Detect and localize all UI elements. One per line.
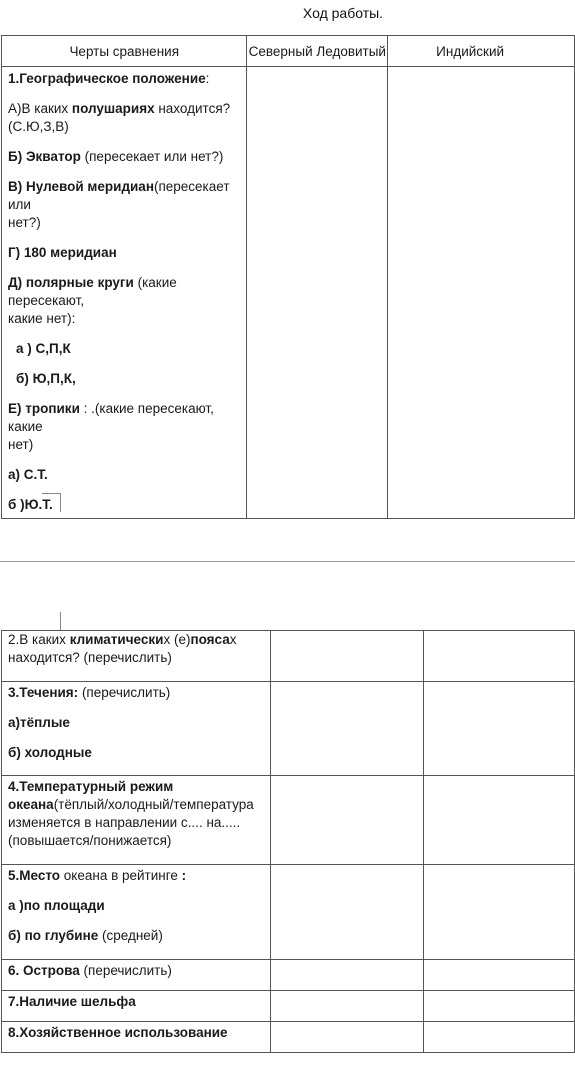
feature-cell: [2, 865, 271, 960]
q-e-b: б )Ю.Т.: [8, 497, 53, 512]
r5-bold: 5.Место: [8, 868, 61, 883]
header-indian: Индийский: [388, 36, 575, 67]
table-row: [2, 631, 575, 682]
r6-bold: 6. Острова: [8, 963, 80, 978]
q-e-a: а) С.Т.: [8, 467, 48, 482]
comparison-table-top: [1, 35, 575, 519]
table-row: [2, 991, 575, 1022]
q-d-line2: какие нет):: [8, 311, 76, 326]
r4-rest: (тёплый/холодный/температура: [53, 797, 254, 812]
feature-cell: [2, 682, 271, 776]
indian-answer-cell[interactable]: [388, 67, 575, 519]
table-row: [2, 776, 575, 865]
table-row: [2, 865, 575, 960]
indian-answer-cell[interactable]: [423, 865, 574, 960]
r2-bold1: климатически: [69, 632, 164, 647]
q-b-bold: Б) Экватор: [8, 149, 81, 164]
table-row: [2, 67, 575, 519]
r5-b-rest: (средней): [98, 928, 163, 943]
comparison-table-bottom: [1, 630, 575, 1053]
r5-b-bold: б) по глубине: [8, 928, 99, 943]
indian-answer-cell[interactable]: [423, 776, 574, 865]
feature-cell: [2, 960, 271, 991]
q-d-b: б) Ю,П,К,: [16, 371, 76, 386]
r3-a: а)тёплые: [8, 715, 70, 730]
indian-answer-cell[interactable]: [423, 682, 574, 776]
arctic-answer-cell[interactable]: [270, 1022, 423, 1053]
q-a-bold: полушариях: [71, 101, 155, 116]
r4-line4: (повышается/понижается): [8, 833, 172, 848]
page-corner-mark: [42, 493, 61, 512]
q-d-rest: (какие пересекают,: [8, 275, 177, 308]
r3-rest: (перечислить): [78, 685, 171, 700]
r2-end: х: [229, 632, 237, 647]
arctic-answer-cell[interactable]: [270, 682, 423, 776]
q-g-bold: Г) 180 меридиан: [8, 245, 117, 260]
feature-cell: [2, 991, 271, 1022]
indian-answer-cell[interactable]: [423, 1022, 574, 1053]
q-a-line2: (С.Ю,З,В): [8, 119, 69, 134]
q-b-rest: (пересекает или нет?): [80, 149, 224, 164]
page-corner-mark-2: [60, 612, 61, 630]
indian-answer-cell[interactable]: [423, 631, 574, 682]
q-d-bold: Д) полярные круги: [8, 275, 134, 290]
q-e-rest: : .(какие пересекают, какие: [8, 401, 214, 434]
q-e-line2: нет): [8, 437, 34, 452]
heading-colon: :: [205, 71, 210, 86]
q-v-line2: нет?): [8, 215, 41, 230]
q-v-rest: (пересекает или: [8, 179, 230, 212]
header-features: Черты сравнения: [2, 36, 247, 67]
q-v-bold: В) Нулевой меридиан: [8, 179, 154, 194]
feature-cell: [2, 776, 271, 865]
arctic-answer-cell[interactable]: [247, 67, 388, 519]
table-header-row: [2, 36, 575, 67]
q-a-rest: находится?: [154, 101, 231, 116]
table-row: [2, 1022, 575, 1053]
r2-bold2: пояса: [190, 632, 230, 647]
table-row: [2, 682, 575, 776]
r5-a: а )по площади: [8, 898, 105, 913]
arctic-answer-cell[interactable]: [270, 776, 423, 865]
table-row: [2, 960, 575, 991]
r2-line2: находится? (перечислить): [8, 650, 172, 665]
r4-bold: 4.Температурный режим: [8, 779, 174, 794]
feature-cell: [2, 631, 271, 682]
q-d-a: а ) С,П,К: [16, 341, 71, 356]
r5-mid: океана в рейтинге: [60, 868, 182, 883]
indian-answer-cell[interactable]: [423, 991, 574, 1022]
r8-bold: 8.Хозяйственное использование: [8, 1025, 228, 1040]
feature-cell: [2, 1022, 271, 1053]
r2-mid: х (е): [163, 632, 191, 647]
q-e-bold: Е) тропики: [8, 401, 80, 416]
page-title: Ход работы.: [302, 5, 384, 21]
r4-bold2: океана: [8, 797, 54, 812]
arctic-answer-cell[interactable]: [270, 991, 423, 1022]
feature-cell: [2, 67, 247, 519]
geo-position-heading: 1.Географическое положение: [8, 71, 206, 86]
page-break-line: [0, 561, 575, 562]
r3-b: б) холодные: [8, 745, 92, 760]
indian-answer-cell[interactable]: [423, 960, 574, 991]
r7-bold: 7.Наличие шельфа: [8, 994, 136, 1009]
r4-line3: изменяется в направлении с.... на.....: [8, 815, 241, 830]
header-arctic: Северный Ледовитый: [247, 36, 388, 67]
r3-bold: 3.Течения:: [8, 685, 79, 700]
q-a-prefix: А)В каких: [8, 101, 72, 116]
arctic-answer-cell[interactable]: [270, 631, 423, 682]
r6-rest: (перечислить): [79, 963, 172, 978]
r5-end: :: [181, 868, 187, 883]
arctic-answer-cell[interactable]: [270, 865, 423, 960]
arctic-answer-cell[interactable]: [270, 960, 423, 991]
r2-pre: 2.В каких: [8, 632, 70, 647]
